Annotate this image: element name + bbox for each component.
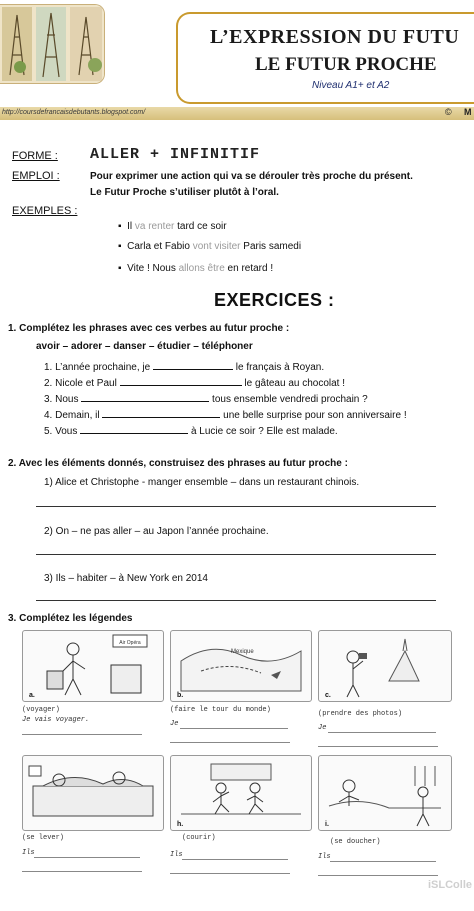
example-verb: va renter [134,221,175,232]
exercise-2-item-3: 3) Ils – habiter – à New York en 2014 [44,573,208,584]
page-subtitle: LE FUTUR PROCHE [255,54,437,75]
caption-c: (prendre des photos) [318,710,403,718]
example-verb: vont visiter [192,241,241,252]
traveler-illustration [23,631,163,701]
example-verb: allons être [178,263,225,274]
item-text: Nicole et Paul [55,378,117,389]
world-map-illustration [171,631,311,701]
item-text: le gâteau au chocolat ! [244,378,346,389]
bullet-icon: ▪ [118,241,128,252]
example-text: en retard ! [224,263,274,274]
example-text: Paris samedi [240,241,302,252]
picture-letter: c. [325,692,331,699]
answer-line[interactable] [328,732,436,733]
exercise-1-item [44,360,324,373]
item-text: tous ensemble vendredi prochain ? [212,394,368,405]
answer-c: Je [318,724,327,732]
picture-letter: i. [325,821,329,828]
picture-i-shower [318,755,452,831]
answer-line[interactable] [318,875,438,876]
exercise-2-item-1: 1) Alice et Christophe - manger ensemble – dans un restaurant chinois. [44,477,360,488]
picture-b-world-tour [170,630,312,702]
answer-blank[interactable] [102,408,220,418]
bed-illustration [23,756,163,830]
shower-illustration [319,756,451,830]
item-number: 5. [44,426,53,437]
exercise-1-item [44,408,407,421]
answer-blank[interactable] [81,392,209,402]
item-number: 4. [44,410,53,421]
answer-blank[interactable] [120,376,242,386]
map-label: Mexique [231,649,254,655]
level-label: Niveau A1+ et A2 [312,80,390,91]
photographer-illustration [319,631,451,701]
answer-g: Ils [22,849,35,857]
picture-letter: b. [177,692,184,699]
exercices-title: EXERCICES : [214,290,335,310]
example-text: tard ce soir [174,221,227,232]
item-number: 1. [44,362,53,373]
picture-a-traveler [22,630,164,702]
answer-line[interactable] [22,734,142,735]
picture-g-waking-up [22,755,164,831]
picture-c-photos [318,630,452,702]
exercise-1-item [44,376,345,389]
page-title: L’EXPRESSION DU FUTU [210,26,460,48]
item-text: le français à Royan. [235,362,325,373]
watermark: iSLColle [427,879,472,891]
exercise-3-title: 3. Complétez les légendes [8,613,133,624]
header-logo [0,4,105,84]
answer-b: Je [170,720,179,728]
picture-letter: a. [29,692,35,699]
answer-line[interactable] [34,857,140,858]
exercise-2-item-2: 2) On – ne pas aller – au Japon l’année prochaine. [44,526,269,537]
answer-line[interactable] [182,859,288,860]
answer-line[interactable] [180,728,288,729]
item-text: Vous [55,426,78,437]
item-text: Nous [55,394,79,405]
item-number: 2. [44,378,53,389]
answer-line[interactable] [36,506,436,507]
bullet-icon: ▪ [118,221,128,232]
exercise-1-item [44,424,338,437]
answer-a: Je vais voyager. [22,716,90,724]
emploi-text-1: Pour exprimer une action qui va se dérouler très proche du présent. [90,171,413,182]
item-text: Demain, il [55,410,100,421]
airline-sign: Air Opéra [119,640,141,646]
item-text: une belle surprise pour son anniversaire ! [223,410,407,421]
runners-illustration [171,756,311,830]
blog-url: http://coursdefrancaisdebutants.blogspot.com/ [2,109,146,116]
exercise-1-verbs: avoir – adorer – danser – étudier – téléphoner [36,341,253,352]
example-1 [118,221,227,232]
caption-i: (se doucher) [330,838,381,846]
caption-a: (voyager) [22,706,60,714]
eiffel-tower-icon [0,5,104,83]
answer-i: Ils [318,853,331,861]
caption-b: (faire le tour du monde) [170,706,271,714]
caption-h: (courir) [182,834,216,842]
exercise-1-item [44,392,368,405]
exercise-1-title: 1. Complétez les phrases avec ces verbes au futur proche : [8,323,290,334]
copyright-symbol: © [445,107,452,117]
answer-blank[interactable] [80,424,188,434]
caption-g: (se lever) [22,834,65,842]
item-text: L’année prochaine, je [55,362,151,373]
example-text: Carla et Fabio [127,241,193,252]
forme-label: FORME : [12,150,58,162]
item-number: 3. [44,394,53,405]
answer-blank[interactable] [153,360,233,370]
example-text: Vite ! Nous [127,263,179,274]
answer-line[interactable] [36,554,436,555]
answer-line[interactable] [330,861,436,862]
answer-line[interactable] [36,600,436,601]
item-text: à Lucie ce soir ? Elle est malade. [190,426,338,437]
exemples-label: EXEMPLES : [12,205,78,217]
formula: ALLER + INFINITIF [90,146,261,163]
emploi-text-2: Le Futur Proche s’utiliser plutôt à l’oral. [90,187,279,198]
answer-line[interactable] [22,871,142,872]
answer-line[interactable] [170,873,290,874]
picture-letter: h. [177,821,184,828]
answer-line[interactable] [170,742,290,743]
bullet-icon: ▪ [118,263,128,274]
emploi-label: EMPLOI : [12,170,60,182]
bar-letter: M [464,107,472,117]
exercise-2-title: 2. Avec les éléments donnés, construisez des phrases au futur proche : [8,458,348,469]
example-2 [118,241,301,252]
picture-h-running [170,755,312,831]
example-3 [118,263,273,274]
answer-line[interactable] [318,746,438,747]
example-text: Il [127,221,135,232]
answer-h: Ils [170,851,183,859]
